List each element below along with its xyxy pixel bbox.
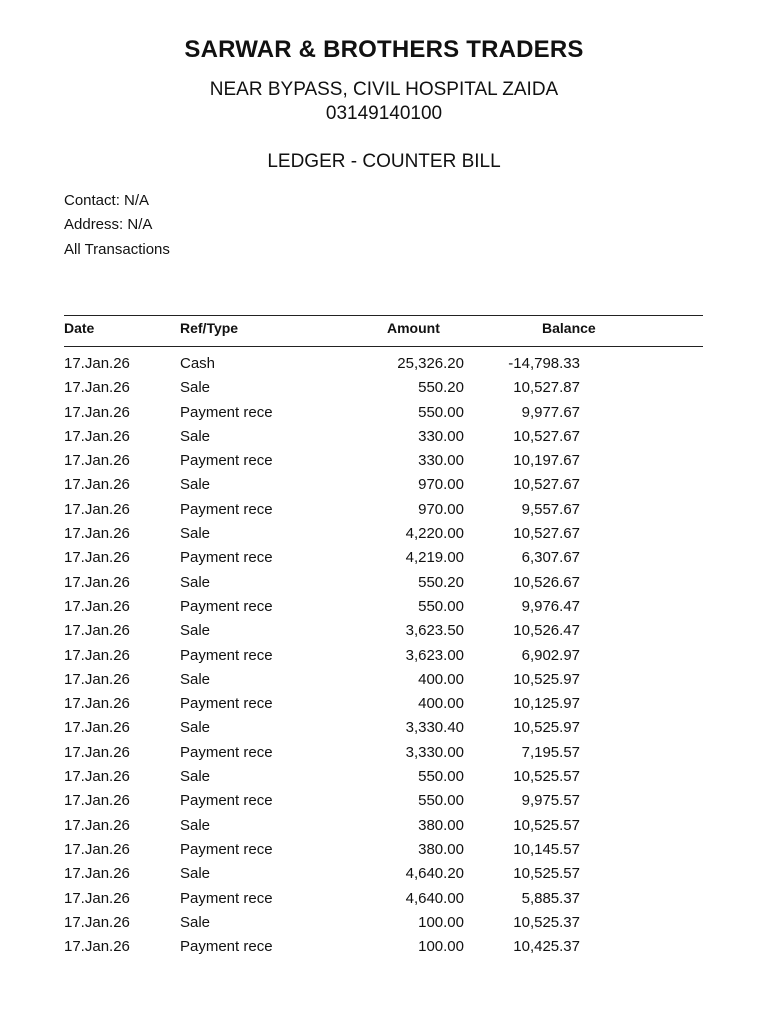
row-date: 17.Jan.26 (64, 597, 130, 615)
row-balance: 10,525.97 (513, 670, 580, 688)
row-ref-type: Payment rece (180, 889, 273, 907)
row-amount: 4,640.00 (405, 889, 464, 907)
table-row (0, 522, 768, 546)
row-date: 17.Jan.26 (64, 379, 130, 397)
row-amount: 550.20 (418, 573, 464, 591)
table-row (0, 425, 768, 449)
row-balance: 10,425.37 (513, 938, 580, 956)
row-ref-type: Payment rece (180, 792, 273, 810)
row-balance: 10,527.67 (513, 525, 580, 543)
row-date: 17.Jan.26 (64, 549, 130, 567)
table-row (0, 935, 768, 959)
row-balance: 9,976.47 (521, 597, 580, 615)
row-balance: 6,902.97 (521, 646, 580, 664)
table-row (0, 789, 768, 813)
table-row (0, 887, 768, 911)
row-balance: 9,977.67 (521, 403, 580, 421)
company-address: NEAR BYPASS, CIVIL HOSPITAL ZAIDA (209, 79, 559, 100)
table-row (0, 595, 768, 619)
table-row (0, 473, 768, 497)
row-ref-type: Sale (180, 719, 211, 737)
row-date: 17.Jan.26 (64, 646, 130, 664)
row-date: 17.Jan.26 (64, 500, 130, 518)
table-row (0, 401, 768, 425)
row-date: 17.Jan.26 (64, 355, 130, 372)
row-balance: 10,525.57 (513, 768, 580, 786)
row-ref-type: Payment rece (180, 549, 273, 567)
row-balance: 10,197.67 (513, 452, 580, 470)
table-row (0, 498, 768, 522)
column-header-date: Date (64, 320, 95, 336)
table-row (0, 644, 768, 668)
column-header-balance: Balance (542, 320, 596, 336)
row-ref-type: Sale (180, 913, 211, 931)
transactions-scope: All Transactions (64, 241, 170, 258)
row-amount: 970.00 (418, 476, 464, 494)
row-date: 17.Jan.26 (64, 889, 130, 907)
row-ref-type: Payment rece (180, 403, 273, 421)
row-ref-type: Payment rece (180, 500, 273, 518)
row-date: 17.Jan.26 (64, 573, 130, 591)
row-amount: 380.00 (418, 816, 464, 834)
table-row (0, 765, 768, 789)
row-date: 17.Jan.26 (64, 865, 130, 883)
row-date: 17.Jan.26 (64, 427, 130, 445)
row-ref-type: Sale (180, 816, 211, 834)
row-date: 17.Jan.26 (64, 670, 130, 688)
row-amount: 330.00 (418, 427, 464, 445)
row-balance: 7,195.57 (521, 743, 580, 761)
row-amount: 550.00 (418, 792, 464, 810)
row-amount: 100.00 (418, 938, 464, 956)
contact-line: Contact: N/A (64, 192, 150, 209)
row-amount: 4,219.00 (405, 549, 464, 567)
row-ref-type: Payment rece (180, 938, 273, 956)
row-date: 17.Jan.26 (64, 938, 130, 956)
ledger-rows (0, 352, 768, 959)
row-amount: 3,330.40 (405, 719, 464, 737)
row-balance: 10,527.67 (513, 476, 580, 494)
row-balance: 10,526.47 (513, 622, 580, 640)
row-ref-type: Sale (180, 379, 211, 397)
row-date: 17.Jan.26 (64, 743, 130, 761)
table-row (0, 376, 768, 400)
table-row (0, 692, 768, 716)
row-balance: 5,885.37 (521, 889, 580, 907)
table-row (0, 814, 768, 838)
table-row (0, 862, 768, 886)
address-line: Address: N/A (64, 216, 153, 233)
row-ref-type: Payment rece (180, 646, 273, 664)
company-name: SARWAR & BROTHERS TRADERS (184, 36, 584, 63)
row-ref-type: Payment rece (180, 695, 273, 713)
row-balance: 10,525.57 (513, 865, 580, 883)
table-row (0, 741, 768, 765)
table-row (0, 449, 768, 473)
row-ref-type: Sale (180, 865, 211, 883)
row-ref-type: Payment rece (180, 452, 273, 470)
table-row (0, 546, 768, 570)
row-date: 17.Jan.26 (64, 719, 130, 737)
row-ref-type: Payment rece (180, 597, 273, 615)
row-ref-type: Cash (180, 355, 216, 372)
row-balance: 10,145.57 (513, 840, 580, 858)
table-row (0, 911, 768, 935)
row-amount: 400.00 (418, 670, 464, 688)
table-top-rule (64, 315, 703, 316)
row-amount: 100.00 (418, 913, 464, 931)
row-amount: 330.00 (418, 452, 464, 470)
row-amount: 3,623.50 (405, 622, 464, 640)
row-balance: 10,525.57 (513, 816, 580, 834)
row-balance: 6,307.67 (521, 549, 580, 567)
table-row (0, 668, 768, 692)
row-balance: 9,557.67 (521, 500, 580, 518)
row-date: 17.Jan.26 (64, 816, 130, 834)
row-amount: 400.00 (418, 695, 464, 713)
row-date: 17.Jan.26 (64, 622, 130, 640)
table-header-rule (64, 346, 703, 347)
row-balance: 10,527.67 (513, 427, 580, 445)
row-amount: 4,640.20 (405, 865, 464, 883)
table-row (0, 716, 768, 740)
row-balance: 9,975.57 (521, 792, 580, 810)
row-ref-type: Payment rece (180, 743, 273, 761)
row-amount: 550.20 (418, 379, 464, 397)
row-amount: 550.00 (418, 768, 464, 786)
document-title: LEDGER - COUNTER BILL (267, 151, 501, 172)
row-date: 17.Jan.26 (64, 452, 130, 470)
row-ref-type: Sale (180, 768, 211, 786)
row-ref-type: Sale (180, 476, 211, 494)
row-date: 17.Jan.26 (64, 840, 130, 858)
company-phone: 03149140100 (325, 103, 443, 124)
row-amount: 550.00 (418, 403, 464, 421)
row-date: 17.Jan.26 (64, 768, 130, 786)
row-ref-type: Sale (180, 427, 211, 445)
row-amount: 3,330.00 (405, 743, 464, 761)
row-balance: -14,798.33 (508, 355, 580, 372)
table-row (0, 571, 768, 595)
row-ref-type: Payment rece (180, 840, 273, 858)
table-row (0, 352, 768, 376)
column-header-ref-type: Ref/Type (180, 320, 239, 336)
row-balance: 10,526.67 (513, 573, 580, 591)
row-date: 17.Jan.26 (64, 403, 130, 421)
row-date: 17.Jan.26 (64, 695, 130, 713)
row-date: 17.Jan.26 (64, 476, 130, 494)
row-balance: 10,525.37 (513, 913, 580, 931)
table-row (0, 619, 768, 643)
row-ref-type: Sale (180, 670, 211, 688)
row-date: 17.Jan.26 (64, 913, 130, 931)
row-amount: 380.00 (418, 840, 464, 858)
table-row (0, 838, 768, 862)
row-amount: 550.00 (418, 597, 464, 615)
row-balance: 10,125.97 (513, 695, 580, 713)
row-ref-type: Sale (180, 573, 211, 591)
row-ref-type: Sale (180, 525, 211, 543)
row-amount: 3,623.00 (405, 646, 464, 664)
row-balance: 10,527.87 (513, 379, 580, 397)
row-date: 17.Jan.26 (64, 525, 130, 543)
row-amount: 970.00 (418, 500, 464, 518)
row-balance: 10,525.97 (513, 719, 580, 737)
row-ref-type: Sale (180, 622, 211, 640)
row-amount: 4,220.00 (405, 525, 464, 543)
row-date: 17.Jan.26 (64, 792, 130, 810)
row-amount: 25,326.20 (397, 355, 464, 372)
column-header-amount: Amount (387, 320, 440, 336)
